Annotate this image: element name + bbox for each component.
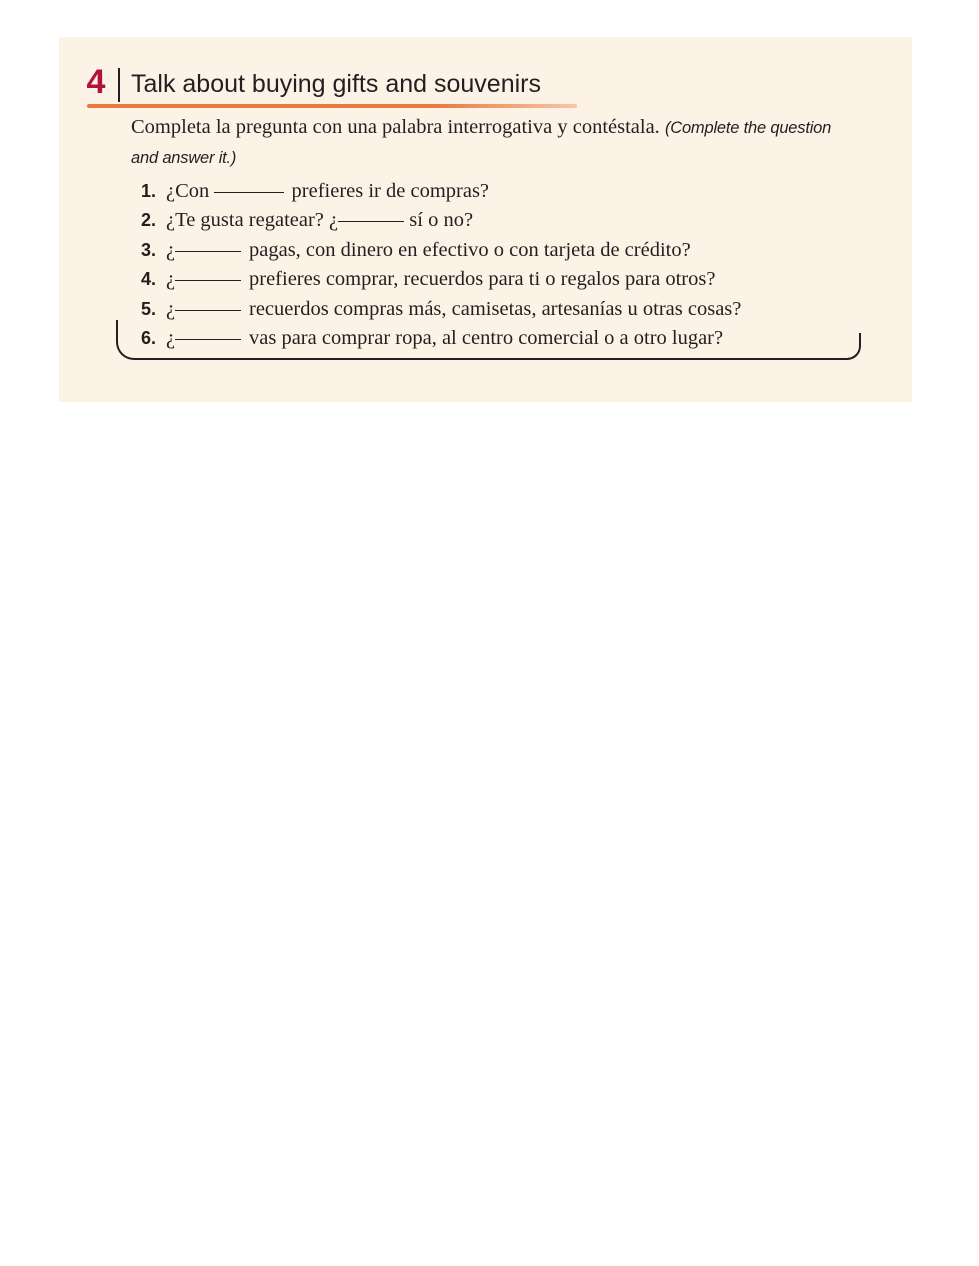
item-prefix: ¿ bbox=[166, 297, 176, 320]
item-text: pagas, con dinero en efectivo o con tarjeta de crédito? bbox=[249, 238, 691, 261]
item-prefix: ¿ bbox=[166, 238, 176, 261]
item-prefix: ¿ bbox=[166, 326, 176, 349]
item-number: 4. bbox=[141, 269, 157, 290]
answer-blank[interactable] bbox=[214, 191, 284, 193]
section-divider bbox=[118, 68, 120, 102]
section-number: 4 bbox=[86, 63, 106, 101]
question-item-4 bbox=[141, 265, 861, 294]
item-text: sí o no? bbox=[409, 209, 474, 232]
item-number: 5. bbox=[141, 298, 157, 319]
answer-blank[interactable] bbox=[175, 309, 241, 311]
item-number: 3. bbox=[141, 239, 157, 260]
bracket-frame bbox=[116, 320, 861, 360]
instructions bbox=[131, 113, 856, 173]
item-text: recuerdos compras más, camisetas, artesanías u otras cosas? bbox=[249, 297, 742, 320]
item-prefix: ¿ bbox=[166, 268, 176, 291]
question-item-1 bbox=[141, 177, 861, 206]
answer-blank[interactable] bbox=[338, 220, 404, 222]
item-number: 1. bbox=[141, 181, 157, 201]
instructions-english: (Complete the question and answer it.) bbox=[131, 119, 832, 167]
question-item-2 bbox=[141, 206, 861, 235]
title-underline bbox=[87, 104, 577, 108]
item-number: 2. bbox=[141, 210, 157, 231]
instructions-spanish: Completa la pregunta con una palabra interrogativa y contéstala. bbox=[131, 116, 660, 138]
item-prefix: ¿Te gusta regatear? ¿ bbox=[166, 209, 339, 232]
item-text: prefieres comprar, recuerdos para ti o regalos para otros? bbox=[249, 268, 716, 291]
item-number: 6. bbox=[141, 327, 157, 348]
question-item-3 bbox=[141, 236, 861, 265]
answer-blank[interactable] bbox=[175, 279, 241, 281]
section-title: Talk about buying gifts and souvenirs bbox=[131, 70, 541, 98]
item-text: prefieres ir de compras? bbox=[291, 180, 490, 202]
item-text: vas para comprar ropa, al centro comercial o a otro lugar? bbox=[249, 326, 724, 349]
answer-blank[interactable] bbox=[175, 250, 241, 252]
item-prefix: ¿Con bbox=[166, 180, 210, 202]
